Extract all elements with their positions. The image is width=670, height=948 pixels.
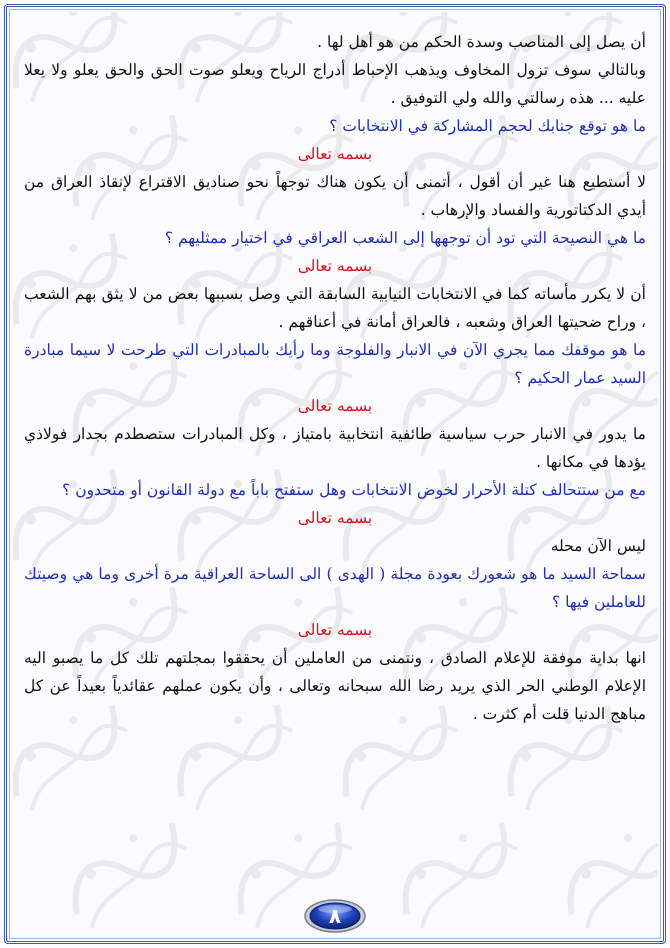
document-body [24,28,646,728]
section-heading: بسمه تعالى [297,509,373,527]
answer: ما يدور في الانبار حرب سياسية طائفية انتخابية بامتياز ، وكل المبادرات ستصطدم بجدار فولاذي يؤدها في مكانها . [24,425,646,471]
page-number: ٨ [328,904,342,928]
answer: ليس الآن محله [550,537,646,555]
question: ما هو موقفك مما يجري الآن في الانبار والفلوجة وما رأيك بالمبادرات التي طرحت لا سيما مبادرة السيد عمار الحكيم ؟ [24,341,646,387]
question: سماحة السيد ما هو شعورك بعودة مجلة ( الهدى ) الى الساحة العراقية مرة أخرى وما هي وصيتك للعاملين فيها ؟ [24,565,646,611]
paragraph: أن يصل إلى المناصب وسدة الحكم من هو أهل لها . [317,33,646,51]
page-number-badge [303,898,367,934]
answer: أن لا يكرر مأساته كما في الانتخابات النيابية السابقة التي وصل بسببها بعض من لا يثق بهم الشعب ، وراح ضحيتها العراق وشعبه ، فالعراق أمانة في أعناقهم . [24,285,646,331]
section-heading: بسمه تعالى [297,397,373,415]
section-heading: بسمه تعالى [297,145,373,163]
question: مع من ستتحالف كتلة الأحرار لخوض الانتخابات وهل ستفتح باباً مع دولة القانون أو متحدون ؟ [62,481,646,499]
section-heading: بسمه تعالى [297,621,373,639]
question: ما هي النصيحة التي تود أن توجهها إلى الشعب العراقي في اختيار ممثليهم ؟ [164,229,646,247]
answer: انها بداية موفقة للإعلام الصادق ، ونتمنى من العاملين أن يحققوا بمجلتهم تلك كل ما يصبو اليه الإعلام الوطني الحر الذي يريد رضا الله سبحانه وتعالى ، وأن يكون عملهم عقائدياً بعيداً عن كل مباهج الدنيا قلت أم كثرت . [24,649,646,723]
section-heading: بسمه تعالى [297,257,373,275]
question: ما هو توقع جنابك لحجم المشاركة في الانتخابات ؟ [329,117,646,135]
answer: لا أستطيع هنا غير أن أقول ، أتمنى أن يكون هناك توجهاً نحو صناديق الاقتراع لإنقاذ العراق من أيدي الدكتاتورية والفساد والإرهاب . [24,173,646,219]
paragraph: وبالتالي سوف تزول المخاوف ويذهب الإحباط أدراج الرياح ويعلو صوت الحق والحق يعلو ولا يعلا عليه ... هذه رسالتي والله ولي التوفيق . [24,61,646,107]
